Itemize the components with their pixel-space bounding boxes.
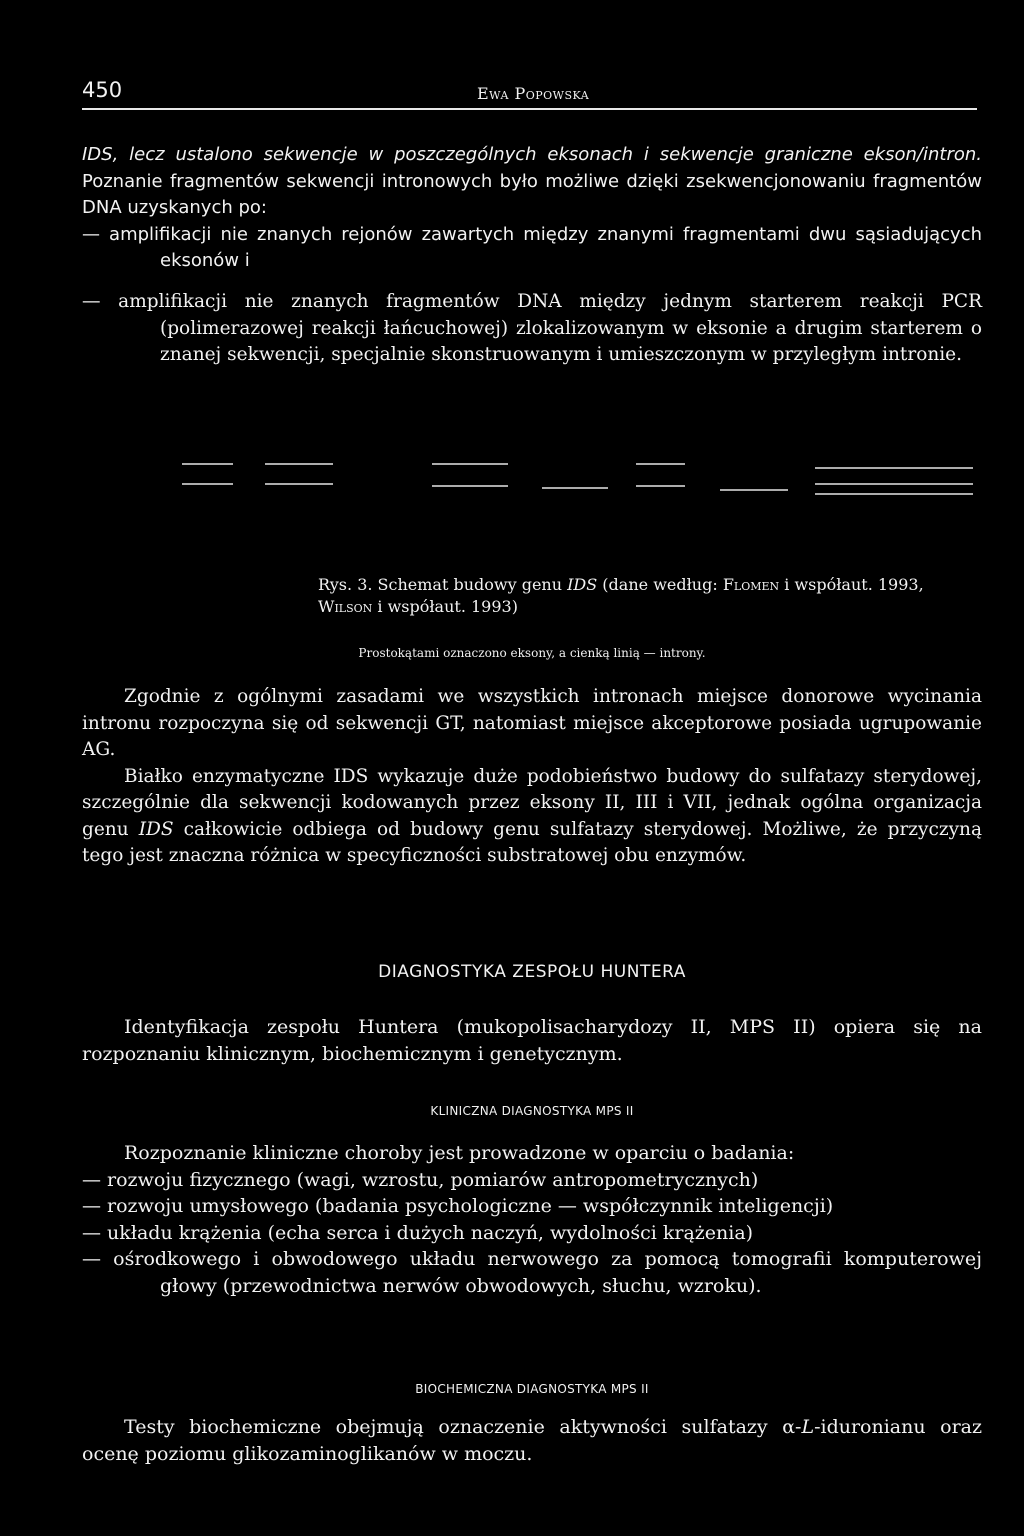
paragraph-ids-protein: Białko enzymatyczne IDS wykazuje duże podobieństwo budowy do sulfatazy sterydowej, szczególnie dla sekwencji kodowanych przez eksony II, III i VII, jednak ogólna organizacja genu IDS całkowicie odbiega od budowy genu sulfatazy sterydowej. Możliwe, że przyczyną tego jest znaczna różnica w specyficzności substratowej obu enzymów. (82, 765, 982, 866)
list-item: — rozwoju fizycznego (wagi, wzrostu, pomiarów antropometrycznych) (82, 1168, 759, 1191)
figure-caption: Rys. 3. Schemat budowy genu IDS (dane według: Flomen i współaut. 1993, Wilson i współaut. 1993) (318, 575, 924, 616)
exon-marks (182, 464, 973, 494)
intro-list-item-2 (82, 289, 982, 369)
section-heading-biochemical: BIOCHEMICZNA DIAGNOSTYKA MPS II (415, 1382, 649, 1396)
list-item: — rozwoju umysłowego (badania psychologiczne — współczynnik inteligencji) (82, 1195, 834, 1217)
intro-line: IDS, lecz ustalono sekwencje w poszczególnych eksonach i sekwencje graniczne ekson/intron. Poznanie fragmentów sekwencji intronowych było możliwe dzięki zsekwencjonowaniu fragmentów DNA uzyskanych po: (82, 144, 982, 218)
figure-legend: Prostokątami oznaczono eksony, a cienką linią — introny. (358, 646, 706, 660)
biochemical-paragraph: Testy biochemiczne obejmują oznaczenie aktywności sulfatazy α-L-iduronianu oraz ocenę poziomu glikozaminoglikanów w moczu. (82, 1416, 983, 1465)
clinical-list (82, 1140, 982, 1299)
section-heading-diagnostics: DIAGNOSTYKA ZESPOŁU HUNTERA (378, 962, 686, 982)
page-number: 450 (82, 78, 123, 102)
gene-structure-diagram (170, 452, 980, 502)
body-paragraphs (82, 684, 982, 870)
section1-paragraph: Identyfikacja zespołu Huntera (mukopolisacharydozy II, MPS II) opiera się na rozpoznaniu klinicznym, biochemicznym i genetycznym. (82, 1016, 982, 1065)
intro-paragraph (82, 142, 982, 275)
list-item: — ośrodkowego i obwodowego układu nerwowego za pomocą tomografii komputerowej głowy (przewodnictwa nerwów obwodowych, słuchu, wzroku). (82, 1248, 982, 1297)
paragraph-splicing: Zgodnie z ogólnymi zasadami we wszystkich intronach miejsce donorowe wycinania intronu rozpoczyna się od sekwencji GT, natomiast miejsce akceptorowe posiada ugrupowanie AG. (82, 686, 982, 760)
clinical-intro: Rozpoznanie kliniczne choroby jest prowadzone w oparciu o badania: (124, 1142, 795, 1164)
list-item: — układu krążenia (echa serca i dużych naczyń, wydolności krążenia) (82, 1221, 754, 1244)
list-item: — amplifikacji nie znanych fragmentów DNA między jednym starterem reakcji PCR (polimerazowej reakcji łańcuchowej) zlokalizowanym w eksonie a drugim starterem o znanej sekwencji, specjalnie skonstruowanym i umieszczonym w przyległym intronie. (82, 291, 982, 365)
section-heading-clinical: KLINICZNA DIAGNOSTYKA MPS II (430, 1104, 634, 1118)
running-header (82, 78, 977, 110)
running-author: Ewa Popowska (477, 84, 590, 103)
list-item: — amplifikacji nie znanych rejonów zawartych między znanymi fragmentami dwu sąsiadujących eksonów i (82, 223, 982, 271)
